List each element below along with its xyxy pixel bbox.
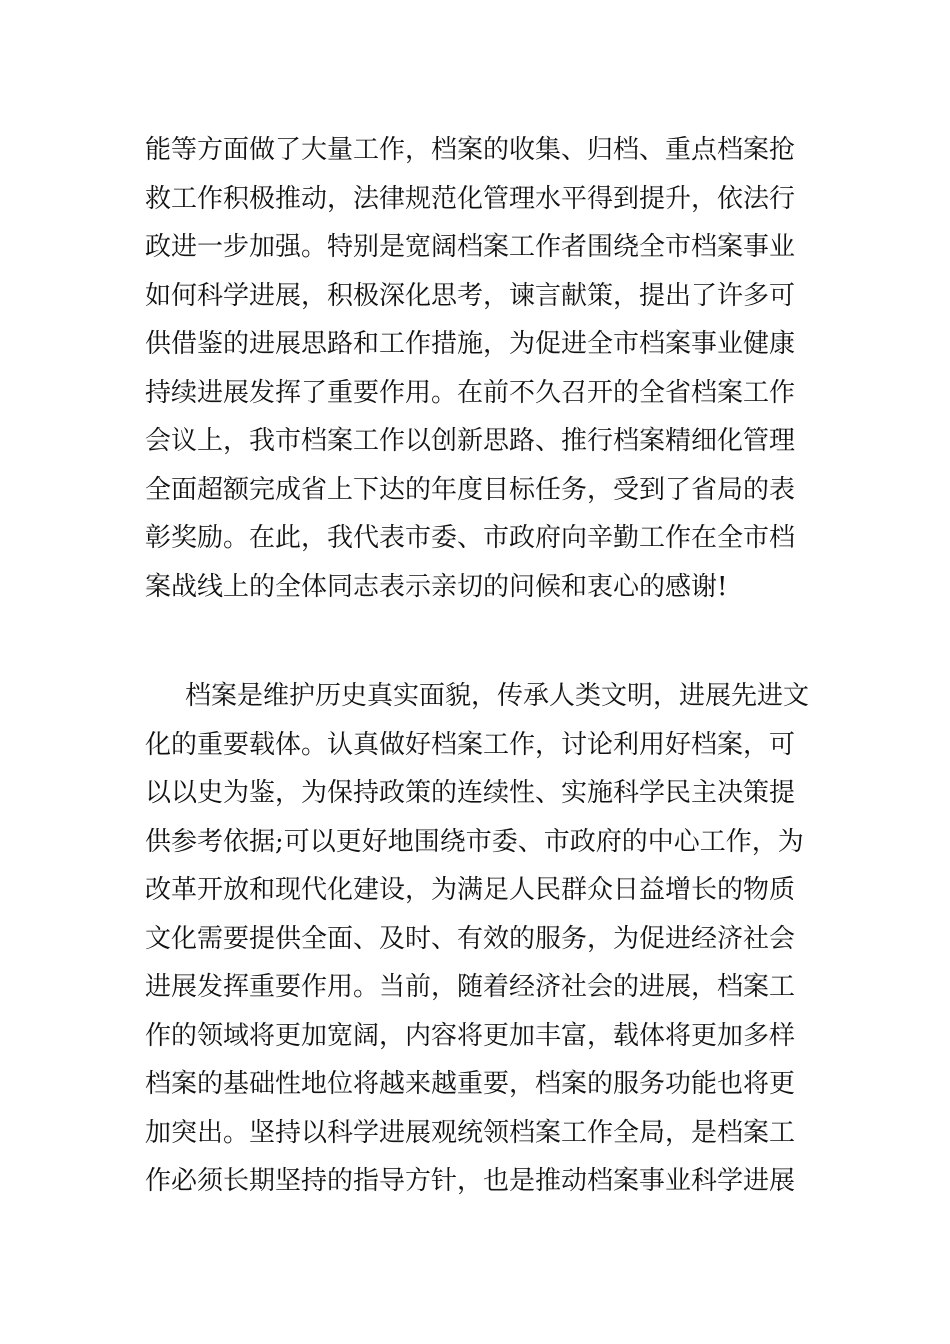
paragraph-line: 供参考依据;可以更好地围绕市委、市政府的中心工作，为	[145, 826, 804, 857]
paragraph-line: 进展发挥重要作用。当前，随着经济社会的进展，档案工	[145, 972, 796, 1002]
paragraph-line: 作的领域将更加宽阔，内容将更加丰富，载体将更加多样	[145, 1020, 796, 1051]
paragraph-1	[145, 126, 825, 611]
paragraph-line: 档案是维护历史真实面貌，传承人类文明，进展先进文	[185, 681, 810, 711]
paragraph-line: 如何科学进展，积极深化思考，谏言献策，提出了许多可	[145, 280, 796, 311]
paragraph-line: 档案的基础性地位将越来越重要，档案的服务功能也将更	[145, 1069, 796, 1099]
paragraph-line: 改革开放和现代化建设，为满足人民群众日益增长的物质	[145, 875, 796, 905]
paragraph-line: 彰奖励。在此，我代表市委、市政府向辛勤工作在全市档	[145, 523, 796, 553]
paragraph-line: 化的重要载体。认真做好档案工作，讨论利用好档案，可	[145, 729, 796, 760]
paragraph-line: 作必须长期坚持的指导方针，也是推动档案事业科学进展	[145, 1166, 796, 1196]
paragraph-line: 持续进展发挥了重要作用。在前不久召开的全省档案工作	[145, 377, 796, 408]
paragraph-2	[145, 672, 825, 1206]
paragraph-line: 加突出。坚持以科学进展观统领档案工作全局，是档案工	[145, 1117, 796, 1148]
paragraph-line: 救工作积极推动，法律规范化管理水平得到提升，依法行	[145, 183, 796, 214]
paragraph-line: 能等方面做了大量工作，档案的收集、归档、重点档案抢	[145, 135, 796, 165]
paragraph-line: 以以史为鉴，为保持政策的连续性、实施科学民主决策提	[145, 778, 796, 808]
paragraph-line: 全面超额完成省上下达的年度目标任务，受到了省局的表	[145, 474, 796, 505]
paragraph-line: 政进一步加强。特别是宽阔档案工作者围绕全市档案事业	[145, 232, 796, 262]
paragraph-line: 案战线上的全体同志表示亲切的问候和衷心的感谢!	[145, 571, 728, 602]
paragraph-line: 供借鉴的进展思路和工作措施，为促进全市档案事业健康	[145, 329, 796, 359]
paragraph-line: 文化需要提供全面、及时、有效的服务，为促进经济社会	[145, 923, 796, 954]
paragraph-line: 会议上，我市档案工作以创新思路、推行档案精细化管理	[145, 426, 796, 456]
